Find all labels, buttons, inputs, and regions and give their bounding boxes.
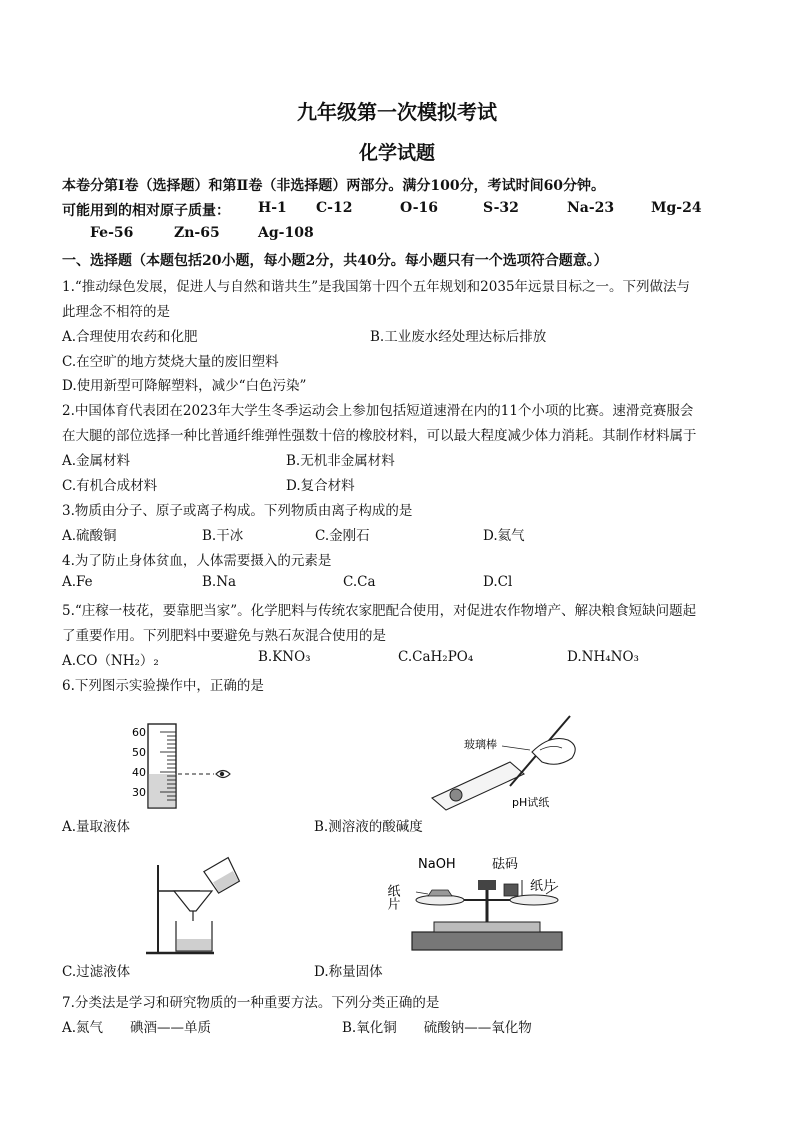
question-2-option-c: C.有机合成材料 <box>62 478 158 494</box>
question-3-option-b: B.干冰 <box>202 528 244 544</box>
question-3-line-1: 3.物质由分子、原子或离子构成。下列物质由离子构成的是 <box>62 503 413 519</box>
glass-rod-label: 玻璃棒 <box>464 738 497 751</box>
exam-info: 本卷分第Ⅰ卷（选择题）和第Ⅱ卷（非选择题）两部分。满分100分，考试时间60分钟。 <box>62 178 606 194</box>
naoh-label: NaOH <box>418 857 456 872</box>
atomic-mass-fe: Fe-56 <box>90 225 134 241</box>
question-3-option-a: A.硫酸铜 <box>62 528 117 544</box>
question-6-option-d: D.称量固体 <box>314 964 383 980</box>
question-6-line-1: 6.下列图示实验操作中，正确的是 <box>62 678 264 694</box>
question-5-line-2: 了重要作用。下列肥料中要避免与熟石灰混合使用的是 <box>62 628 386 644</box>
question-5-option-d: D.NH₄NO₃ <box>567 649 639 665</box>
question-1-option-d: D.使用新型可降解塑料，减少“白色污染” <box>62 378 307 394</box>
paper-right-label: 纸片 <box>530 879 557 894</box>
question-3-option-d: D.氦气 <box>483 528 525 544</box>
atomic-mass-s: S-32 <box>483 200 519 216</box>
atomic-mass-ag: Ag-108 <box>258 225 314 241</box>
question-2-option-b: B.无机非金属材料 <box>286 453 395 469</box>
question-2-line-1: 2.中国体育代表团在2023年大学生冬季运动会上参加包括短道速滑在内的11个小项的比赛。速滑竞赛服会 <box>62 403 694 419</box>
question-3-option-c: C.金刚石 <box>315 528 370 544</box>
weights-label: 砝码 <box>492 857 519 872</box>
figure-filtration <box>140 855 250 957</box>
figure-balance <box>384 852 588 956</box>
page-subtitle: 化学试题 <box>358 142 435 164</box>
question-2-option-a: A.金属材料 <box>62 453 131 469</box>
question-7-option-b: B.氧化铜 硫酸钠——氧化物 <box>342 1020 532 1036</box>
question-7-option-a: A.氮气 碘酒——单质 <box>62 1020 212 1036</box>
atomic-mass-na: Na-23 <box>567 200 615 216</box>
question-7-line-1: 7.分类法是学习和研究物质的一种重要方法。下列分类正确的是 <box>62 995 440 1011</box>
question-1-option-c: C.在空旷的地方焚烧大量的废旧塑料 <box>62 354 279 370</box>
atomic-mass-h: H-1 <box>258 200 287 216</box>
eye-icon <box>216 771 230 778</box>
paper-left-label: 纸片 <box>384 884 400 910</box>
question-1-option-a: A.合理使用农药和化肥 <box>62 329 198 345</box>
cylinder-tick-50: 50 <box>132 746 146 759</box>
question-6-option-c: C.过滤液体 <box>62 964 131 980</box>
atomic-mass-zn: Zn-65 <box>174 225 220 241</box>
atomic-mass-c: C-12 <box>316 200 353 216</box>
atomic-mass-o: O-16 <box>400 200 439 216</box>
question-1-option-b: B.工业废水经处理达标后排放 <box>370 329 547 345</box>
question-2-line-2: 在大腿的部位选择一种比普通纤维弹性强数十倍的橡胶材料，可以最大程度减少体力消耗。其制作材料属于 <box>62 428 697 444</box>
page-title: 九年级第一次模拟考试 <box>297 100 497 124</box>
question-4-option-c: C.Ca <box>343 574 376 590</box>
question-5-option-b: B.KNO₃ <box>258 649 311 665</box>
question-2-option-d: D.复合材料 <box>286 478 355 494</box>
question-6-option-b: B.测溶液的酸碱度 <box>314 819 423 835</box>
question-4-option-d: D.Cl <box>483 574 513 590</box>
question-4-option-b: B.Na <box>202 574 237 590</box>
cylinder-tick-60: 60 <box>132 726 146 739</box>
figure-measure-liquid <box>130 718 260 810</box>
question-4-line-1: 4.为了防止身体贫血，人体需要摄入的元素是 <box>62 553 332 569</box>
question-5-option-a: A.CO（NH₂）₂ <box>62 653 159 669</box>
figure-ph-test <box>420 712 600 812</box>
question-6-option-a: A.量取液体 <box>62 819 131 835</box>
atomic-mass-mg: Mg-24 <box>651 200 702 216</box>
question-5-line-1: 5.“庄稼一枝花，要靠肥当家”。化学肥料与传统农家肥配合使用，对促进农作物增产、解决粮食短缺问题起 <box>62 603 697 619</box>
ph-paper-label: pH试纸 <box>512 796 550 809</box>
question-1-line-2: 此理念不相符的是 <box>62 304 170 320</box>
question-4-option-a: A.Fe <box>62 574 93 590</box>
cylinder-tick-40: 40 <box>132 766 146 779</box>
question-5-option-c: C.CaH₂PO₄ <box>398 649 474 665</box>
question-1-line-1: 1.“推动绿色发展，促进人与自然和谐共生”是我国第十四个五年规划和2035年远景目标之一。下列做法与 <box>62 279 691 295</box>
section-heading: 一、选择题（本题包括20小题，每小题2分，共40分。每小题只有一个选项符合题意。） <box>62 253 608 269</box>
atomic-mass-label: 可能用到的相对原子质量： <box>62 203 230 219</box>
cylinder-tick-30: 30 <box>132 786 146 799</box>
